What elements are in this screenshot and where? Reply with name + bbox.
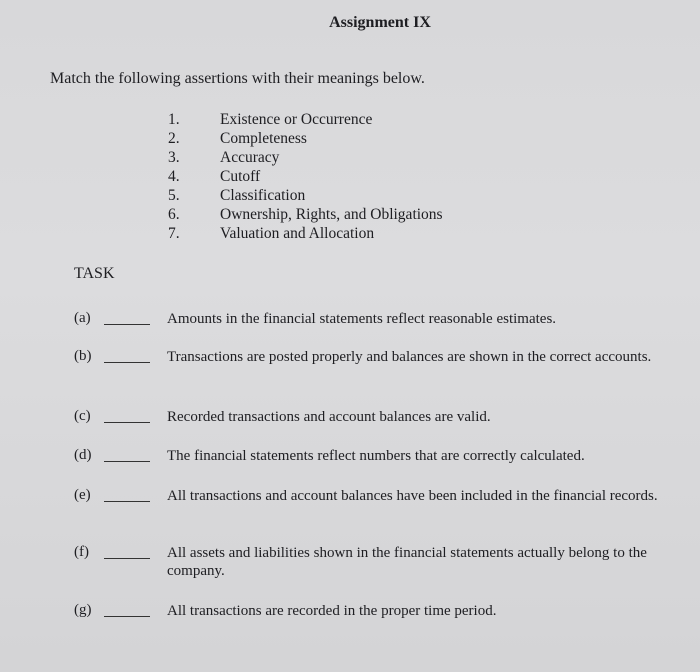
assertion-number: 7. xyxy=(168,225,180,242)
task-letter: (b) xyxy=(74,348,92,364)
assertion-label: Completeness xyxy=(220,130,307,147)
answer-blank[interactable] xyxy=(104,461,150,462)
assertion-number: 6. xyxy=(168,206,180,223)
assertion-number: 4. xyxy=(168,168,180,185)
assertion-item xyxy=(168,167,443,186)
task-meaning: The financial statements reflect numbers that are correctly calculated. xyxy=(167,448,585,464)
assertion-item xyxy=(168,148,443,167)
answer-blank[interactable] xyxy=(104,501,150,502)
task-meaning: Recorded transactions and account balances are valid. xyxy=(167,409,491,425)
assertion-item xyxy=(168,110,443,129)
task-letter: (f) xyxy=(74,544,89,560)
task-meaning: All transactions and account balances have been included in the financial records. xyxy=(167,488,658,504)
assertion-label: Classification xyxy=(220,187,306,204)
assertion-item xyxy=(168,186,443,205)
task-heading: TASK xyxy=(74,265,115,282)
task-letter: (g) xyxy=(74,602,92,618)
assertion-label: Valuation and Allocation xyxy=(220,225,375,242)
answer-blank[interactable] xyxy=(104,616,150,617)
task-meaning: Transactions are posted properly and balances are shown in the correct accounts. xyxy=(167,349,652,365)
assertion-number: 3. xyxy=(168,149,180,166)
task-meaning: All assets and liabilities shown in the financial statements actually belong to the company. xyxy=(167,545,647,579)
answer-blank[interactable] xyxy=(104,558,150,559)
task-letter: (d) xyxy=(74,447,92,463)
task-meaning: Amounts in the financial statements reflect reasonable estimates. xyxy=(167,311,557,327)
assertion-number: 5. xyxy=(168,187,180,204)
task-letter: (c) xyxy=(74,408,91,424)
assertion-item xyxy=(168,129,443,148)
task-letter: (e) xyxy=(74,487,91,503)
assertion-number: 2. xyxy=(168,130,180,147)
page-title: Assignment IX xyxy=(329,14,431,31)
assertion-label: Cutoff xyxy=(220,168,261,185)
assertion-number: 1. xyxy=(168,111,180,128)
instruction-text: Match the following assertions with their meanings below. xyxy=(50,70,425,87)
assertion-label: Accuracy xyxy=(220,149,280,166)
answer-blank[interactable] xyxy=(104,422,150,423)
assertion-label: Existence or Occurrence xyxy=(220,111,373,128)
task-meaning: All transactions are recorded in the proper time period. xyxy=(167,603,497,619)
assertion-label: Ownership, Rights, and Obligations xyxy=(220,206,443,223)
answer-blank[interactable] xyxy=(104,324,150,325)
assertion-list xyxy=(168,110,443,243)
answer-blank[interactable] xyxy=(104,362,150,363)
assertion-item xyxy=(168,224,443,243)
assertion-item xyxy=(168,205,443,224)
task-letter: (a) xyxy=(74,310,91,326)
